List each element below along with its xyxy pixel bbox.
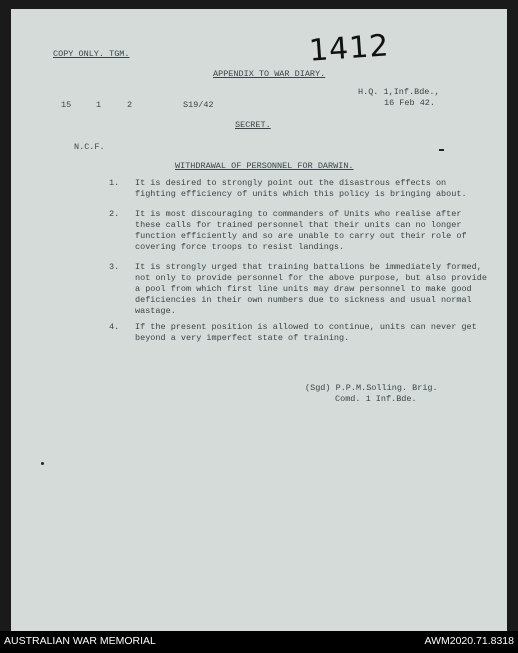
paragraph-line: deficiencies in their own numbers due to sickness and usual normal xyxy=(135,295,472,305)
ref-num-1: 15 xyxy=(61,100,72,110)
addressee: N.C.F. xyxy=(74,142,105,152)
paragraph-line: covering force troops to resist landings. xyxy=(135,242,345,252)
copy-note: COPY ONLY. TGM. xyxy=(53,49,130,59)
ref-code: S19/42 xyxy=(183,100,214,110)
hq-line-1: H.Q. 1,Inf.Bde., xyxy=(358,87,440,97)
paragraph-line: not only to provide personnel for the above purpose, but also provide xyxy=(135,273,487,283)
ink-dot xyxy=(41,462,44,465)
footer-accession-number: AWM2020.71.8318 xyxy=(424,635,514,647)
footer-institution: AUSTRALIAN WAR MEMORIAL xyxy=(4,635,156,647)
paragraph-line: It is most discouraging to commanders of Units who realise after xyxy=(135,209,462,219)
footer-bar xyxy=(0,631,518,653)
signature-line-2: Comd. 1 Inf.Bde. xyxy=(335,394,417,404)
paragraph-line: a pool from which first line units may draw personnel to make good xyxy=(135,284,472,294)
paragraph-line: fighting efficiency of units which this policy is bringing about. xyxy=(135,189,467,199)
subject-line: WITHDRAWAL OF PERSONNEL FOR DARWIN. xyxy=(175,161,354,171)
ref-num-2: 1 xyxy=(96,100,102,110)
classification: SECRET. xyxy=(235,120,271,130)
ink-mark xyxy=(439,149,444,151)
document-page xyxy=(11,9,507,631)
paragraph-number: 2. xyxy=(109,209,120,219)
paragraph-line: beyond a very imperfect state of training. xyxy=(135,333,350,343)
handwritten-page-number: 1412 xyxy=(307,28,391,69)
paragraph-line: these calls for trained personnel that their units can no longer xyxy=(135,220,462,230)
paragraph-line: function efficiently and so are unable to carry out their role of xyxy=(135,231,467,241)
ref-num-3: 2 xyxy=(127,100,133,110)
paragraph-number: 4. xyxy=(109,322,120,332)
paragraph-line: It is strongly urged that training battalions be immediately formed, xyxy=(135,262,482,272)
paragraph-line: If the present position is allowed to continue, units can never get xyxy=(135,322,477,332)
document-title: APPENDIX TO WAR DIARY. xyxy=(213,69,326,79)
paragraph-number: 1. xyxy=(109,178,120,188)
hq-line-2: 16 Feb 42. xyxy=(384,98,436,108)
signature-line-1: (Sgd) P.P.M.Solling. Brig. xyxy=(305,383,438,393)
paragraph-number: 3. xyxy=(109,262,120,272)
paragraph-line: It is desired to strongly point out the disastrous effects on xyxy=(135,178,447,188)
paragraph-line: wastage. xyxy=(135,306,176,316)
